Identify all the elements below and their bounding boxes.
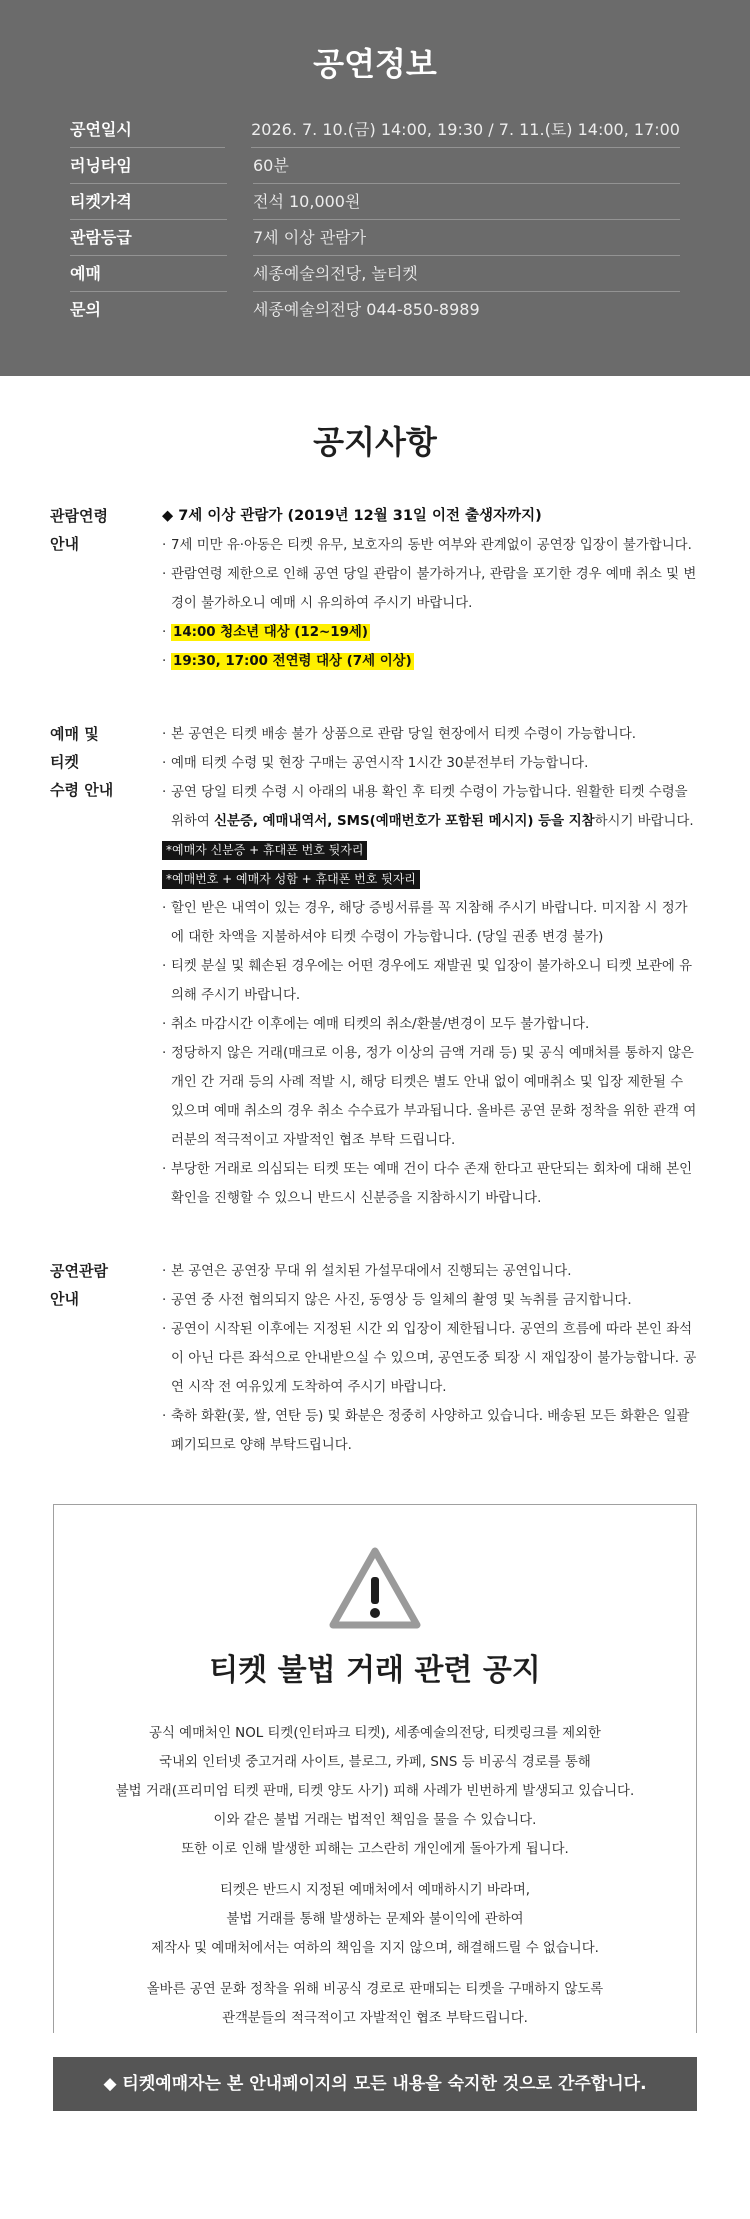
notice-viewing-body	[162, 1257, 700, 1460]
info-row	[70, 184, 680, 220]
ticket-line-text: 하시기 바랍니다.	[594, 814, 694, 829]
notice-age-body	[162, 502, 700, 676]
info-label: 티켓가격	[70, 184, 227, 220]
info-label: 관람등급	[70, 220, 227, 256]
notice-ticket-body	[162, 720, 700, 1213]
viewing-line: · 본 공연은 공연장 무대 위 설치된 가설무대에서 진행되는 공연입니다.	[162, 1257, 700, 1286]
warning-triangle-icon	[327, 1545, 423, 1631]
age-line: · 관람연령 제한으로 인해 공연 당일 관람이 불가하거나, 관람을 포기한 경우 예매 취소 및 변경이 불가하오니 예매 시 유의하여 주시기 바랍니다.	[162, 560, 700, 618]
ticket-line: · 정당하지 않은 거래(매크로 이용, 정가 이상의 금액 거래 등) 및 공식 예매처를 통하지 않은 개인 간 거래 등의 사례 적발 시, 해당 티켓은 별도 안내 없이 예매취소 및 입장 제한될 수 있으며 예매 취소의 경우 취소 수수료가 부과됩니다. 올바른 공연 문화 정착을 위한 관객 여러분의 적극적이고 자발적인 협조 부탁 드립니다.	[162, 1039, 700, 1155]
performance-info-section	[0, 0, 750, 376]
info-row	[70, 256, 680, 292]
ticket-id-tag: *예매번호 + 예매자 성함 + 휴대폰 번호 뒷자리	[162, 870, 420, 889]
notice-viewing-label: 공연관람 안내	[50, 1262, 108, 1308]
illegal-trade-line: 관객분들의 적극적이고 자발적인 협조 부탁드립니다.	[222, 2011, 528, 2026]
notice-ticket-label: 예매 및 티켓 수령 안내	[50, 725, 114, 799]
ticket-line: · 본 공연은 티켓 배송 불가 상품으로 관람 당일 현장에서 티켓 수령이 가능합니다.	[162, 720, 700, 749]
ticket-required-docs: 신분증, 예매내역서, SMS(예매번호가 포함된 메시지) 등을 지참	[214, 814, 595, 829]
illegal-trade-para	[54, 1876, 696, 1963]
illegal-trade-line: 제작사 및 예매처에서는 여하의 책임을 지지 않으며, 해결해드릴 수 없습니다.	[151, 1941, 599, 1956]
ticket-line	[162, 778, 700, 836]
info-value: 전석 10,000원	[253, 184, 680, 220]
age-line: · 7세 미만 유·아동은 티켓 유무, 보호자의 동반 여부와 관계없이 공연장 입장이 불가합니다.	[162, 531, 700, 560]
info-value: 세종예술의전당, 놀티켓	[253, 256, 680, 292]
age-highlight	[162, 618, 700, 647]
ticket-line: · 할인 받은 내역이 있는 경우, 해당 증빙서류를 꼭 지참해 주시기 바랍니다. 미지참 시 정가에 대한 차액을 지불하셔야 티켓 수령이 가능합니다. (당일 권종 변경 불가)	[162, 894, 700, 952]
info-label: 러닝타임	[70, 148, 227, 184]
info-row	[70, 148, 680, 184]
illegal-trade-para	[54, 1975, 696, 2033]
illegal-trade-line: 불법 거래를 통해 발생하는 문제와 불이익에 관하여	[226, 1912, 524, 1927]
ticket-line-text: 공연 당일 티켓 수령 시 아래의 내용 확인 후 티켓 수령이 가능합니다. 원활한 티켓 수령을 위하여	[171, 785, 688, 829]
notice-age-block	[50, 502, 700, 676]
illegal-trade-line: 올바른 공연 문화 정착을 위해 비공식 경로로 판매되는 티켓을 구매하지 않도록	[146, 1982, 604, 1997]
illegal-trade-line: 이와 같은 불법 거래는 법적인 책임을 물을 수 있습니다.	[213, 1813, 537, 1828]
ticket-line: · 티켓 분실 및 훼손된 경우에는 어떤 경우에도 재발권 및 입장이 불가하오니 티켓 보관에 유의해 주시기 바랍니다.	[162, 952, 700, 1010]
viewing-line: · 축하 화환(꽃, 쌀, 연탄 등) 및 화분은 정중히 사양하고 있습니다. 배송된 모든 화환은 일괄 폐기되므로 양해 부탁드립니다.	[162, 1402, 700, 1460]
illegal-trade-notice-box	[53, 1504, 697, 2033]
age-highlight-text: 14:00 청소년 대상 (12~19세)	[173, 625, 368, 640]
illegal-trade-line: 공식 예매처인 NOL 티켓(인터파크 티켓), 세종예술의전당, 티켓링크를 제외한	[149, 1726, 601, 1741]
info-value: 60분	[253, 148, 680, 184]
age-heading: ◆ 7세 이상 관람가 (2019년 12월 31일 이전 출생자까지)	[162, 508, 542, 524]
notice-title: 공지사항	[313, 423, 437, 461]
ticket-line: · 취소 마감시간 이후에는 예매 티켓의 취소/환불/변경이 모두 불가합니다.	[162, 1010, 700, 1039]
performance-info-table	[70, 112, 680, 328]
info-label: 예매	[70, 256, 227, 292]
ticket-line: · 예매 티켓 수령 및 현장 구매는 공연시작 1시간 30분전부터 가능합니다.	[162, 749, 700, 778]
agreement-footer: ◆ 티켓예매자는 본 안내페이지의 모든 내용을 숙지한 것으로 간주합니다.	[53, 2057, 697, 2111]
info-row	[70, 112, 680, 148]
info-value: 7세 이상 관람가	[253, 220, 680, 256]
info-value: 세종예술의전당 044-850-8989	[253, 300, 480, 319]
ticket-line: · 부당한 거래로 의심되는 티켓 또는 예매 건이 다수 존재 한다고 판단되는 회차에 대해 본인 확인을 진행할 수 있으니 반드시 신분증을 지참하시기 바랍니다.	[162, 1155, 700, 1213]
illegal-trade-line: 티켓은 반드시 지정된 예매처에서 예매하시기 바라며,	[219, 1883, 531, 1898]
ticket-id-tag: *예매자 신분증 + 휴대폰 번호 뒷자리	[162, 841, 367, 860]
info-label: 공연일시	[70, 112, 225, 148]
notice-viewing-block	[50, 1257, 700, 1460]
notice-age-label: 관람연령 안내	[50, 507, 108, 553]
illegal-trade-line: 또한 이로 인해 발생한 피해는 고스란히 개인에게 돌아가게 됩니다.	[181, 1842, 569, 1857]
viewing-line: · 공연 중 사전 협의되지 않은 사진, 동영상 등 일체의 촬영 및 녹취를 금지합니다.	[162, 1286, 700, 1315]
performance-info-title: 공연정보	[313, 45, 437, 83]
info-row	[70, 220, 680, 256]
notice-ticket-block	[50, 720, 700, 1213]
info-row	[70, 292, 680, 328]
info-label: 문의	[70, 300, 101, 319]
age-highlight	[162, 647, 700, 676]
illegal-trade-para	[54, 1719, 696, 1864]
illegal-trade-title: 티켓 불법 거래 관련 공지	[209, 1653, 541, 1688]
illegal-trade-line: 불법 거래(프리미엄 티켓 판매, 티켓 양도 사기) 피해 사례가 빈번하게 발생되고 있습니다.	[115, 1784, 635, 1799]
viewing-line: · 공연이 시작된 이후에는 지정된 시간 외 입장이 제한됩니다. 공연의 흐름에 따라 본인 좌석이 아닌 다른 좌석으로 안내받으실 수 있으며, 공연도중 퇴장 시 재입장이 불가능합니다. 공연 시작 전 여유있게 도착하여 주시기 바랍니다.	[162, 1315, 700, 1402]
illegal-trade-line: 국내외 인터넷 중고거래 사이트, 블로그, 카페, SNS 등 비공식 경로를 통해	[159, 1755, 591, 1770]
age-highlight-text: 19:30, 17:00 전연령 대상 (7세 이상)	[173, 654, 412, 669]
info-value: 2026. 7. 10.(금) 14:00, 19:30 / 7. 11.(토) 14:00, 17:00	[251, 112, 680, 148]
